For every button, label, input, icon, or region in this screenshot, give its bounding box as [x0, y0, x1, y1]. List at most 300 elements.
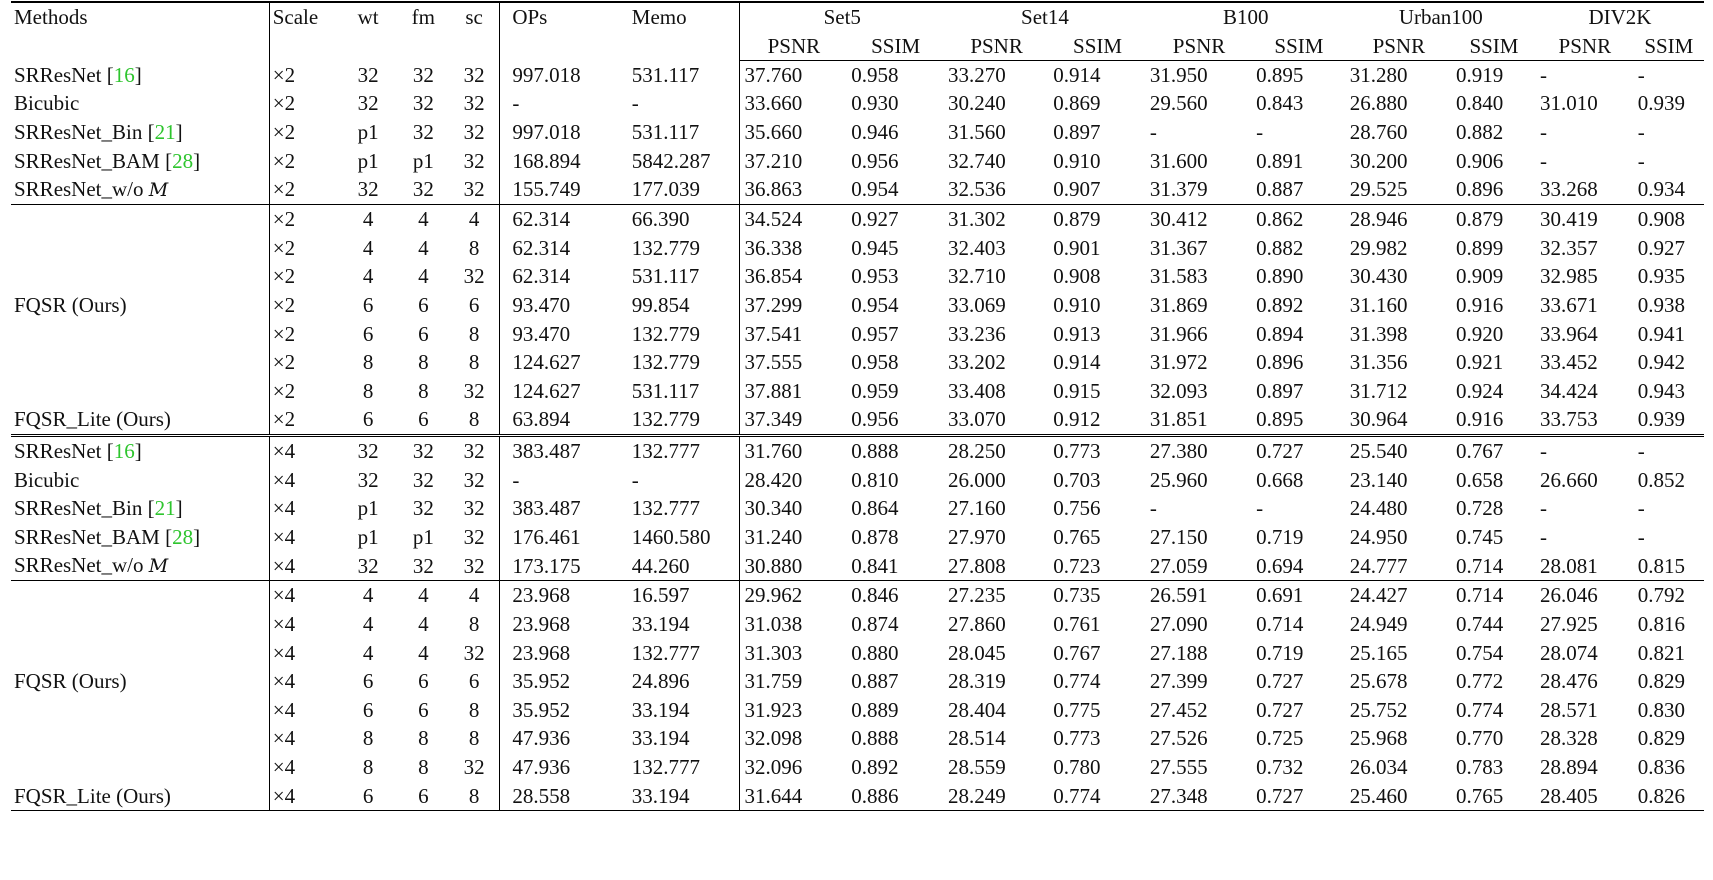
psnr-cell: 30.240 [948, 91, 1006, 116]
psnr-cell: 27.399 [1149, 669, 1208, 694]
ops-cell: 23.968 [512, 640, 571, 665]
wt-cell: 4 [362, 611, 374, 636]
psnr-cell: 32.536 [948, 177, 1006, 202]
ssim-cell: 0.890 [1256, 264, 1304, 289]
memo-cell: 132.779 [618, 348, 740, 377]
psnr-cell: 28.420 [744, 467, 803, 492]
wt-cell: 32 [357, 91, 379, 116]
psnr-cell: 31.869 [1149, 293, 1208, 318]
wt-cell: 32 [357, 553, 379, 578]
psnr-cell: 33.236 [948, 321, 1006, 346]
header-ssim: SSIM [1252, 32, 1346, 61]
ssim-cell: 0.895 [1256, 62, 1304, 87]
psnr-cell: 27.235 [944, 581, 1049, 610]
scale-cell: ×4 [272, 524, 296, 549]
psnr-cell: - [1539, 62, 1547, 87]
wt-cell: p1 [357, 120, 379, 145]
ssim-cell: 0.723 [1053, 553, 1101, 578]
ssim-cell: - [1637, 62, 1645, 87]
method-label: SRResNet [14, 439, 107, 464]
wt-cell: 32 [338, 435, 398, 465]
ops-cell: 23.968 [512, 611, 571, 636]
psnr-cell: 28.081 [1539, 553, 1598, 578]
method-label: SRResNet_w/o [14, 176, 149, 201]
sc-cell: 32 [449, 118, 500, 147]
psnr-cell: 33.964 [1539, 321, 1598, 346]
table-row [11, 781, 1704, 810]
sc-cell: 32 [449, 465, 500, 494]
memo-cell: 33.194 [618, 610, 740, 639]
memo-cell: 531.117 [618, 377, 740, 406]
psnr-cell: 34.424 [1539, 378, 1598, 403]
wt-cell: p1 [357, 496, 379, 521]
ssim-cell: 0.938 [1637, 293, 1685, 318]
scale-cell: ×4 [272, 669, 296, 694]
fm-cell: 4 [418, 264, 429, 289]
wt-cell: 32 [357, 467, 379, 492]
memo-cell: 132.777 [618, 638, 740, 667]
ops-cell: 62.314 [512, 264, 571, 289]
psnr-cell: 33.753 [1539, 407, 1598, 432]
psnr-cell: 23.140 [1349, 467, 1408, 492]
ssim-cell: 0.910 [1053, 148, 1101, 173]
ssim-cell: 0.945 [851, 235, 899, 260]
psnr-cell: 31.160 [1349, 293, 1408, 318]
math-symbol: M [148, 178, 169, 201]
table-row [11, 494, 1704, 523]
ops-cell: 997.018 [512, 62, 581, 87]
scale-cell: ×4 [272, 726, 296, 751]
wt-cell: 8 [362, 754, 374, 779]
ssim-cell: 0.891 [1256, 148, 1304, 173]
scale-cell: ×4 [272, 640, 296, 665]
psnr-cell: 31.712 [1349, 378, 1408, 403]
psnr-cell: 32.357 [1539, 235, 1598, 260]
scale-cell: ×2 [272, 235, 296, 260]
table-row [11, 118, 1704, 147]
scale-cell: ×2 [272, 407, 296, 432]
sc-cell: 32 [449, 146, 500, 175]
header-sc: sc [449, 2, 500, 60]
method-name: FQSR_Lite (Ours) [11, 781, 269, 810]
method-name: SRResNet_Bin [21] [11, 118, 269, 147]
wt-cell: 6 [362, 697, 374, 722]
table-row [11, 551, 1704, 581]
scale-cell: ×2 [272, 91, 296, 116]
memo-cell: 177.039 [618, 175, 740, 205]
sc-cell: 32 [449, 262, 500, 291]
ssim-cell: 0.767 [1053, 640, 1101, 665]
wt-cell: 8 [362, 378, 374, 403]
psnr-cell: 32.740 [948, 148, 1006, 173]
ssim-cell: 0.840 [1455, 91, 1504, 116]
sc-cell: 32 [449, 551, 500, 581]
memo-cell: - [618, 89, 740, 118]
ssim-cell: 0.714 [1452, 581, 1536, 610]
fm-cell: 6 [398, 781, 449, 810]
ssim-cell: 0.719 [1256, 524, 1304, 549]
psnr-cell: 37.881 [744, 378, 803, 403]
ssim-cell: 0.886 [847, 781, 944, 810]
ssim-cell: 0.658 [1455, 467, 1504, 492]
citation-link[interactable]: 21 [154, 496, 176, 521]
sc-cell: 4 [449, 204, 500, 233]
memo-cell: 33.194 [618, 695, 740, 724]
method-name: SRResNet_BAM [28] [11, 523, 269, 552]
ssim-cell: 0.719 [1256, 640, 1304, 665]
psnr-cell: 36.338 [744, 235, 803, 260]
ssim-cell: 0.744 [1455, 611, 1504, 636]
psnr-cell: 37.210 [744, 148, 803, 173]
ssim-cell: 0.939 [1637, 407, 1685, 432]
ssim-cell: 0.954 [851, 293, 899, 318]
method-name: SRResNet [16] [11, 435, 269, 465]
fm-cell: 8 [418, 350, 429, 375]
ssim-cell: 0.939 [1637, 91, 1685, 116]
sc-cell: 8 [449, 695, 500, 724]
ssim-cell: 0.732 [1256, 754, 1304, 779]
ssim-cell: 0.727 [1256, 697, 1304, 722]
ssim-cell: 0.887 [851, 669, 899, 694]
psnr-cell: 37.349 [744, 407, 803, 432]
psnr-cell: 31.583 [1149, 264, 1208, 289]
ssim-cell: 0.958 [851, 350, 899, 375]
scale-cell: ×4 [269, 581, 338, 610]
ssim-cell: - [1637, 120, 1645, 145]
psnr-cell: 25.968 [1349, 726, 1408, 751]
ops-cell: 62.314 [500, 204, 618, 233]
psnr-cell: 32.710 [948, 264, 1006, 289]
header-psnr: PSNR [740, 32, 847, 61]
psnr-cell: 28.405 [1536, 781, 1634, 810]
psnr-cell: 24.949 [1349, 611, 1408, 636]
psnr-cell: 33.070 [948, 407, 1006, 432]
psnr-cell: 27.555 [1149, 754, 1208, 779]
psnr-cell: 33.660 [744, 91, 803, 116]
wt-cell: 4 [362, 235, 374, 260]
header-ssim: SSIM [847, 32, 944, 61]
ssim-cell: 0.728 [1455, 496, 1504, 521]
wt-cell: 6 [362, 321, 374, 346]
psnr-cell: 37.541 [744, 321, 803, 346]
psnr-cell: 31.950 [1149, 62, 1208, 87]
ssim-cell: 0.958 [851, 62, 899, 87]
header-fm: fm [398, 2, 449, 60]
ssim-cell: 0.953 [851, 264, 899, 289]
ssim-cell: - [1256, 120, 1264, 145]
scale-cell: ×2 [272, 378, 296, 403]
psnr-cell: 33.268 [1539, 177, 1598, 202]
psnr-cell: 28.559 [948, 754, 1006, 779]
fm-cell: 32 [412, 120, 434, 145]
ssim-cell: 0.959 [851, 378, 899, 403]
method-name [11, 175, 269, 205]
psnr-cell: 27.452 [1149, 697, 1208, 722]
psnr-cell: 31.644 [740, 781, 847, 810]
psnr-cell: - [1539, 496, 1547, 521]
wt-cell: 6 [362, 293, 374, 318]
fm-cell: 8 [418, 754, 429, 779]
ssim-cell: 0.894 [1256, 321, 1304, 346]
psnr-cell: 31.379 [1149, 177, 1208, 202]
scale-cell: ×4 [272, 697, 296, 722]
psnr-cell: 31.367 [1149, 235, 1208, 260]
sc-cell: 32 [449, 638, 500, 667]
ssim-cell: 0.943 [1637, 378, 1685, 403]
ssim-cell: 0.792 [1634, 581, 1704, 610]
ssim-cell: 0.774 [1455, 697, 1504, 722]
psnr-cell: 27.090 [1149, 611, 1208, 636]
psnr-cell: 34.524 [740, 204, 847, 233]
ssim-cell: 0.956 [851, 407, 899, 432]
ssim-cell: 0.772 [1455, 669, 1504, 694]
scale-cell: ×2 [272, 264, 296, 289]
header-dataset: DIV2K [1536, 2, 1704, 32]
ssim-cell: 0.897 [1256, 378, 1304, 403]
psnr-cell: 28.328 [1539, 726, 1598, 751]
ops-cell: 62.314 [512, 235, 571, 260]
header-psnr: PSNR [1346, 32, 1452, 61]
psnr-cell: 27.970 [948, 524, 1006, 549]
sc-cell: 8 [449, 405, 500, 435]
memo-cell: 132.779 [618, 319, 740, 348]
ssim-cell: 0.901 [1053, 235, 1101, 260]
psnr-cell: 30.964 [1349, 407, 1408, 432]
ssim-cell: 0.899 [1455, 235, 1504, 260]
ssim-cell: 0.878 [851, 524, 899, 549]
psnr-cell: 33.069 [948, 293, 1006, 318]
sc-cell: 6 [449, 291, 500, 320]
results-table [11, 1, 1704, 811]
ssim-cell: 0.691 [1252, 581, 1346, 610]
wt-cell: 32 [357, 177, 379, 202]
sc-cell: 32 [449, 175, 500, 205]
table-row [11, 523, 1704, 552]
psnr-cell: 27.526 [1149, 726, 1208, 751]
fm-cell: 32 [412, 467, 434, 492]
psnr-cell: 29.560 [1149, 91, 1208, 116]
header-dataset: Set14 [944, 2, 1146, 32]
ssim-cell: - [1256, 496, 1264, 521]
math-symbol: M [148, 555, 169, 578]
ssim-cell: 0.767 [1452, 435, 1536, 465]
ssim-cell: 0.774 [1053, 669, 1101, 694]
sc-cell: 32 [449, 60, 500, 89]
psnr-cell: 28.045 [948, 640, 1006, 665]
method-name [11, 551, 269, 581]
psnr-cell: 32.985 [1539, 264, 1598, 289]
sc-cell: 32 [449, 494, 500, 523]
psnr-cell: 31.240 [744, 524, 803, 549]
fm-cell: 4 [398, 204, 449, 233]
scale-cell: ×4 [272, 496, 296, 521]
fm-cell: 6 [418, 293, 429, 318]
ssim-cell: 0.914 [1053, 62, 1101, 87]
ssim-cell: 0.694 [1256, 553, 1304, 578]
ssim-cell: 0.821 [1637, 640, 1685, 665]
memo-cell: 66.390 [618, 204, 740, 233]
fm-cell: 32 [412, 496, 434, 521]
psnr-cell: 24.950 [1349, 524, 1408, 549]
psnr-cell: 26.591 [1146, 581, 1252, 610]
psnr-cell: 31.038 [744, 611, 803, 636]
psnr-cell: 36.863 [744, 177, 803, 202]
fm-cell: 6 [418, 669, 429, 694]
header-psnr: PSNR [1536, 32, 1634, 61]
psnr-cell: 31.398 [1349, 321, 1408, 346]
ssim-cell: 0.915 [1053, 378, 1101, 403]
psnr-cell: 31.972 [1149, 350, 1208, 375]
sc-cell: 6 [449, 667, 500, 696]
table-row [11, 405, 1704, 435]
method-label: SRResNet [14, 62, 107, 87]
ops-cell: 93.470 [512, 293, 571, 318]
ssim-cell: - [1637, 148, 1645, 173]
citation-link[interactable]: 28 [172, 524, 194, 549]
fm-cell: 4 [418, 640, 429, 665]
fm-cell: p1 [412, 148, 434, 173]
psnr-cell: 30.880 [744, 553, 803, 578]
table-row [11, 204, 1704, 233]
psnr-cell: 28.319 [948, 669, 1006, 694]
citation-link[interactable]: 28 [172, 148, 194, 173]
citation-link[interactable]: 21 [154, 120, 176, 145]
ssim-cell: 0.934 [1637, 177, 1685, 202]
sc-cell: 8 [449, 234, 500, 263]
ssim-cell: 0.846 [847, 581, 944, 610]
table-header [11, 2, 1704, 60]
ssim-cell: 0.703 [1053, 467, 1101, 492]
ops-cell: 176.461 [512, 524, 581, 549]
psnr-cell: 33.452 [1539, 350, 1598, 375]
ssim-cell: 0.770 [1455, 726, 1504, 751]
ssim-cell: 0.897 [1053, 120, 1101, 145]
wt-cell: 4 [338, 204, 398, 233]
ops-cell: 47.936 [512, 754, 571, 779]
ssim-cell: 0.946 [851, 120, 899, 145]
ssim-cell: 0.874 [851, 611, 899, 636]
ssim-cell: 0.892 [1256, 293, 1304, 318]
sc-cell: 32 [449, 753, 500, 782]
psnr-cell: 31.760 [740, 435, 847, 465]
method-name: SRResNet [16] [11, 60, 269, 89]
ssim-cell: 0.909 [1455, 264, 1504, 289]
table-row [11, 146, 1704, 175]
fm-cell: 4 [418, 235, 429, 260]
psnr-cell: 27.808 [948, 553, 1006, 578]
psnr-cell: 35.660 [744, 120, 803, 145]
psnr-cell: 27.188 [1149, 640, 1208, 665]
ssim-cell: 0.754 [1455, 640, 1504, 665]
header-psnr: PSNR [1146, 32, 1252, 61]
wt-cell: 8 [362, 350, 374, 375]
psnr-cell: 37.299 [744, 293, 803, 318]
scale-cell: ×2 [269, 204, 338, 233]
psnr-cell: 27.925 [1539, 611, 1598, 636]
ssim-cell: 0.927 [1637, 235, 1685, 260]
ssim-cell: 0.895 [1256, 407, 1304, 432]
psnr-cell: 28.894 [1539, 754, 1598, 779]
fm-cell: 8 [418, 378, 429, 403]
psnr-cell: 27.150 [1149, 524, 1208, 549]
ssim-cell: 0.745 [1455, 524, 1504, 549]
ssim-cell: 0.714 [1455, 553, 1504, 578]
header-dataset: Set5 [740, 2, 944, 32]
method-name: FQSR (Ours) [11, 204, 269, 405]
wt-cell: 6 [362, 407, 374, 432]
psnr-cell: - [1536, 435, 1634, 465]
ssim-cell: 0.725 [1256, 726, 1304, 751]
ssim-cell: 0.826 [1634, 781, 1704, 810]
ssim-cell: 0.896 [1455, 177, 1504, 202]
ops-cell: 35.952 [512, 669, 571, 694]
ssim-cell: 0.889 [851, 697, 899, 722]
header-dataset: B100 [1146, 2, 1346, 32]
ops-cell: 124.627 [512, 378, 581, 403]
wt-cell: 4 [362, 264, 374, 289]
psnr-cell: 28.250 [944, 435, 1049, 465]
ssim-cell: 0.927 [847, 204, 944, 233]
scale-cell: ×4 [269, 781, 338, 810]
memo-cell: 24.896 [618, 667, 740, 696]
ssim-cell: 0.879 [1452, 204, 1536, 233]
scale-cell: ×4 [272, 553, 296, 578]
psnr-cell: 26.046 [1536, 581, 1634, 610]
citation-link[interactable]: 16 [113, 439, 135, 464]
ssim-cell: 0.810 [851, 467, 899, 492]
scale-cell: ×4 [272, 611, 296, 636]
psnr-cell: 25.960 [1149, 467, 1208, 492]
psnr-cell: 28.404 [948, 697, 1006, 722]
psnr-cell: 30.340 [744, 496, 803, 521]
scale-cell: ×2 [272, 177, 296, 202]
memo-cell: 531.117 [618, 118, 740, 147]
psnr-cell: 24.480 [1349, 496, 1408, 521]
header-ssim: SSIM [1634, 32, 1704, 61]
fm-cell: 32 [412, 177, 434, 202]
ops-cell: 124.627 [512, 350, 581, 375]
scale-cell: ×4 [269, 435, 338, 465]
ops-cell: 383.487 [512, 496, 581, 521]
ssim-cell: 0.921 [1455, 350, 1504, 375]
sc-cell: 8 [449, 781, 500, 810]
ssim-cell: 0.668 [1256, 467, 1304, 492]
method-label: SRResNet_w/o [14, 553, 149, 578]
fm-cell: 32 [412, 553, 434, 578]
scale-cell: ×2 [272, 62, 296, 87]
ssim-cell: 0.783 [1455, 754, 1504, 779]
psnr-cell: - [1149, 120, 1157, 145]
psnr-cell: 31.280 [1349, 62, 1408, 87]
fm-cell: p1 [412, 524, 434, 549]
ssim-cell: 0.919 [1455, 62, 1504, 87]
fm-cell: 6 [418, 321, 429, 346]
psnr-cell: 31.759 [744, 669, 803, 694]
psnr-cell: 26.000 [948, 467, 1006, 492]
memo-cell: 99.854 [618, 291, 740, 320]
table-row [11, 581, 1704, 610]
psnr-cell: 37.555 [744, 350, 803, 375]
memo-cell: 531.117 [618, 60, 740, 89]
ssim-cell: 0.761 [1053, 611, 1101, 636]
ssim-cell: 0.756 [1053, 496, 1101, 521]
ssim-cell: 0.815 [1637, 553, 1685, 578]
ssim-cell: 0.765 [1452, 781, 1536, 810]
ssim-cell: 0.852 [1637, 467, 1685, 492]
psnr-cell: 28.760 [1349, 120, 1408, 145]
citation-link[interactable]: 16 [113, 62, 135, 87]
method-name: FQSR_Lite (Ours) [11, 405, 269, 435]
